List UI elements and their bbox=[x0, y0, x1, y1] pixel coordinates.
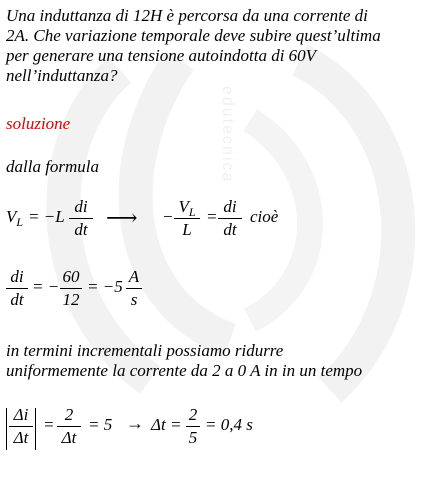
fraction-60-12: 60 12 bbox=[60, 266, 82, 311]
problem-line: Una induttanza di 12H è percorsa da una corrente di bbox=[6, 6, 368, 25]
delta-t-label: Δt = bbox=[151, 415, 182, 434]
solution-heading: soluzione bbox=[6, 114, 71, 133]
minus-sign: − bbox=[162, 207, 174, 226]
vl-symbol: $V_L$ bbox=[6, 207, 24, 229]
explanation-line: in termini incrementali possiamo ridurre bbox=[6, 341, 284, 360]
unit-ampere-per-second: A s bbox=[126, 266, 142, 311]
equals-sign: = bbox=[206, 207, 218, 226]
problem-statement bbox=[6, 6, 381, 86]
result-value: = −5 bbox=[87, 277, 123, 296]
fraction-di-dt-2: di dt bbox=[218, 196, 242, 241]
fraction-di-dt-abs: Δi Δt bbox=[9, 404, 33, 449]
fraction-vl-l: $V_L$ L bbox=[174, 196, 200, 241]
final-result: = 0,4 s bbox=[205, 415, 253, 434]
equals-sign: = bbox=[43, 415, 55, 434]
problem-line: nell’induttanza? bbox=[6, 66, 118, 85]
fraction-di-dt: di dt bbox=[69, 196, 93, 241]
abs-bar-left bbox=[6, 408, 7, 450]
equation-self-induction bbox=[6, 196, 436, 256]
fraction-2-dt: 2 Δt bbox=[57, 404, 81, 449]
arrow-icon: ⟶ bbox=[106, 205, 138, 230]
fraction-2-5: 2 5 bbox=[186, 404, 200, 449]
explanation-line: uniformemente la corrente da 2 a 0 A in in un tempo bbox=[6, 361, 363, 380]
eq-minus: = − bbox=[32, 277, 60, 296]
explanation-text bbox=[6, 341, 362, 381]
abs-bar-right bbox=[35, 408, 36, 450]
cioe-text: cioè bbox=[250, 207, 279, 226]
arrow-icon: → bbox=[126, 413, 144, 433]
watermark-text: edutecnica bbox=[219, 86, 236, 184]
equation-di-dt-value bbox=[6, 266, 436, 326]
problem-line: 2A. Che variazione temporale deve subire quest’ultima bbox=[6, 26, 381, 45]
problem-line: per generare una tensione autoindotta di 60V bbox=[6, 46, 317, 65]
eq-minus-L: = −L bbox=[28, 207, 65, 226]
fraction-di-dt: di dt bbox=[6, 266, 28, 311]
equation-delta-t bbox=[6, 404, 436, 464]
formula-intro: dalla formula bbox=[6, 157, 100, 176]
equals-5: = 5 bbox=[88, 415, 113, 434]
